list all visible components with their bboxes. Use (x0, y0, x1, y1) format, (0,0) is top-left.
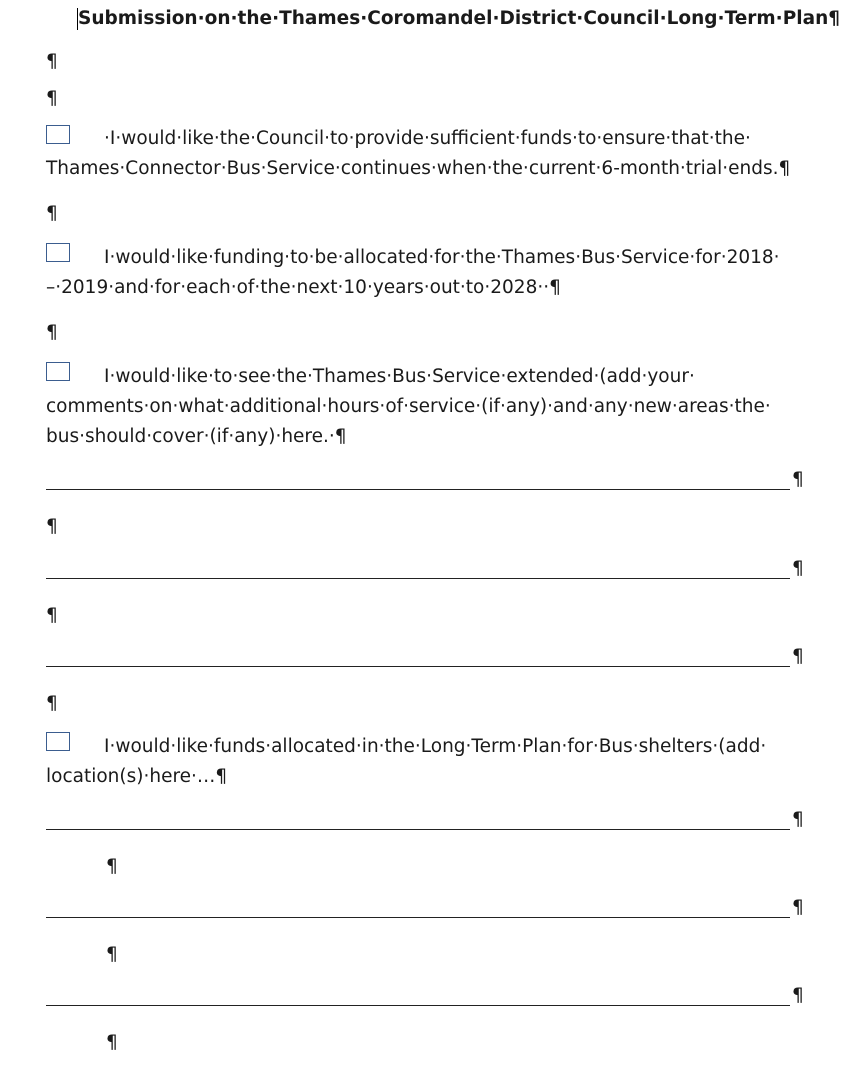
checkbox-fund-bus-service[interactable] (46, 243, 70, 262)
paragraph-mark: ¶ (792, 558, 804, 579)
underline-rule (46, 666, 790, 667)
empty-paragraph-mark: ¶ (46, 203, 58, 224)
location-line[interactable] (46, 986, 806, 1010)
empty-paragraph-mark: ¶ (46, 322, 58, 343)
empty-paragraph-mark: ¶ (46, 693, 58, 714)
underline-rule (46, 578, 790, 579)
empty-paragraph-mark: ¶ (46, 516, 58, 537)
checkbox-continue-connector-service[interactable] (46, 125, 70, 144)
underline-rule (46, 1005, 790, 1006)
checkbox-extend-bus-service[interactable] (46, 362, 70, 381)
item3-line3: bus·should·cover·(if·any)·here.·¶ (46, 426, 347, 447)
item3-line1: I·would·like·to·see·the·Thames·Bus·Service·extended·(add·your· (104, 366, 695, 387)
paragraph-mark: ¶ (792, 469, 804, 490)
underline-rule (46, 489, 790, 490)
paragraph-mark: ¶ (792, 897, 804, 918)
location-line[interactable] (46, 810, 806, 834)
item1-line1: ·I·would·like·the·Council·to·provide·sufficient·funds·to·ensure·that·the· (104, 128, 751, 149)
item4-line1: I·would·like·funds·allocated·in·the·Long·Term·Plan·for·Bus·shelters·(add· (104, 736, 767, 757)
item4-line2: location(s)·here·…¶ (46, 766, 228, 787)
paragraph-mark: ¶ (792, 809, 804, 830)
empty-paragraph-mark: ¶ (106, 944, 118, 965)
item1-line2: Thames·Connector·Bus·Service·continues·when·the·current·6-month·trial·ends.¶ (46, 158, 791, 179)
empty-paragraph-mark: ¶ (106, 856, 118, 877)
checkbox-bus-shelters[interactable] (46, 732, 70, 751)
item3-line2: comments·on·what·additional·hours·of·service·(if·any)·and·any·new·areas·the· (46, 396, 771, 417)
empty-paragraph-mark: ¶ (46, 605, 58, 626)
location-line[interactable] (46, 898, 806, 922)
underline-rule (46, 829, 790, 830)
comment-line[interactable] (46, 647, 806, 671)
empty-paragraph-mark: ¶ (46, 88, 58, 109)
document-title[interactable]: Submission·on·the·Thames·Coromandel·District·Council·Long·Term·Plan¶ (78, 8, 841, 29)
paragraph-mark: ¶ (792, 985, 804, 1006)
item2-line2: –·2019·and·for·each·of·the·next·10·years·out·to·2028··¶ (46, 277, 561, 298)
comment-line[interactable] (46, 559, 806, 583)
comment-line[interactable] (46, 470, 806, 494)
empty-paragraph-mark: ¶ (46, 51, 58, 72)
item2-line1: I·would·like·funding·to·be·allocated·for·the·Thames·Bus·Service·for·2018· (104, 247, 780, 268)
underline-rule (46, 917, 790, 918)
paragraph-mark: ¶ (792, 646, 804, 667)
empty-paragraph-mark: ¶ (106, 1032, 118, 1053)
